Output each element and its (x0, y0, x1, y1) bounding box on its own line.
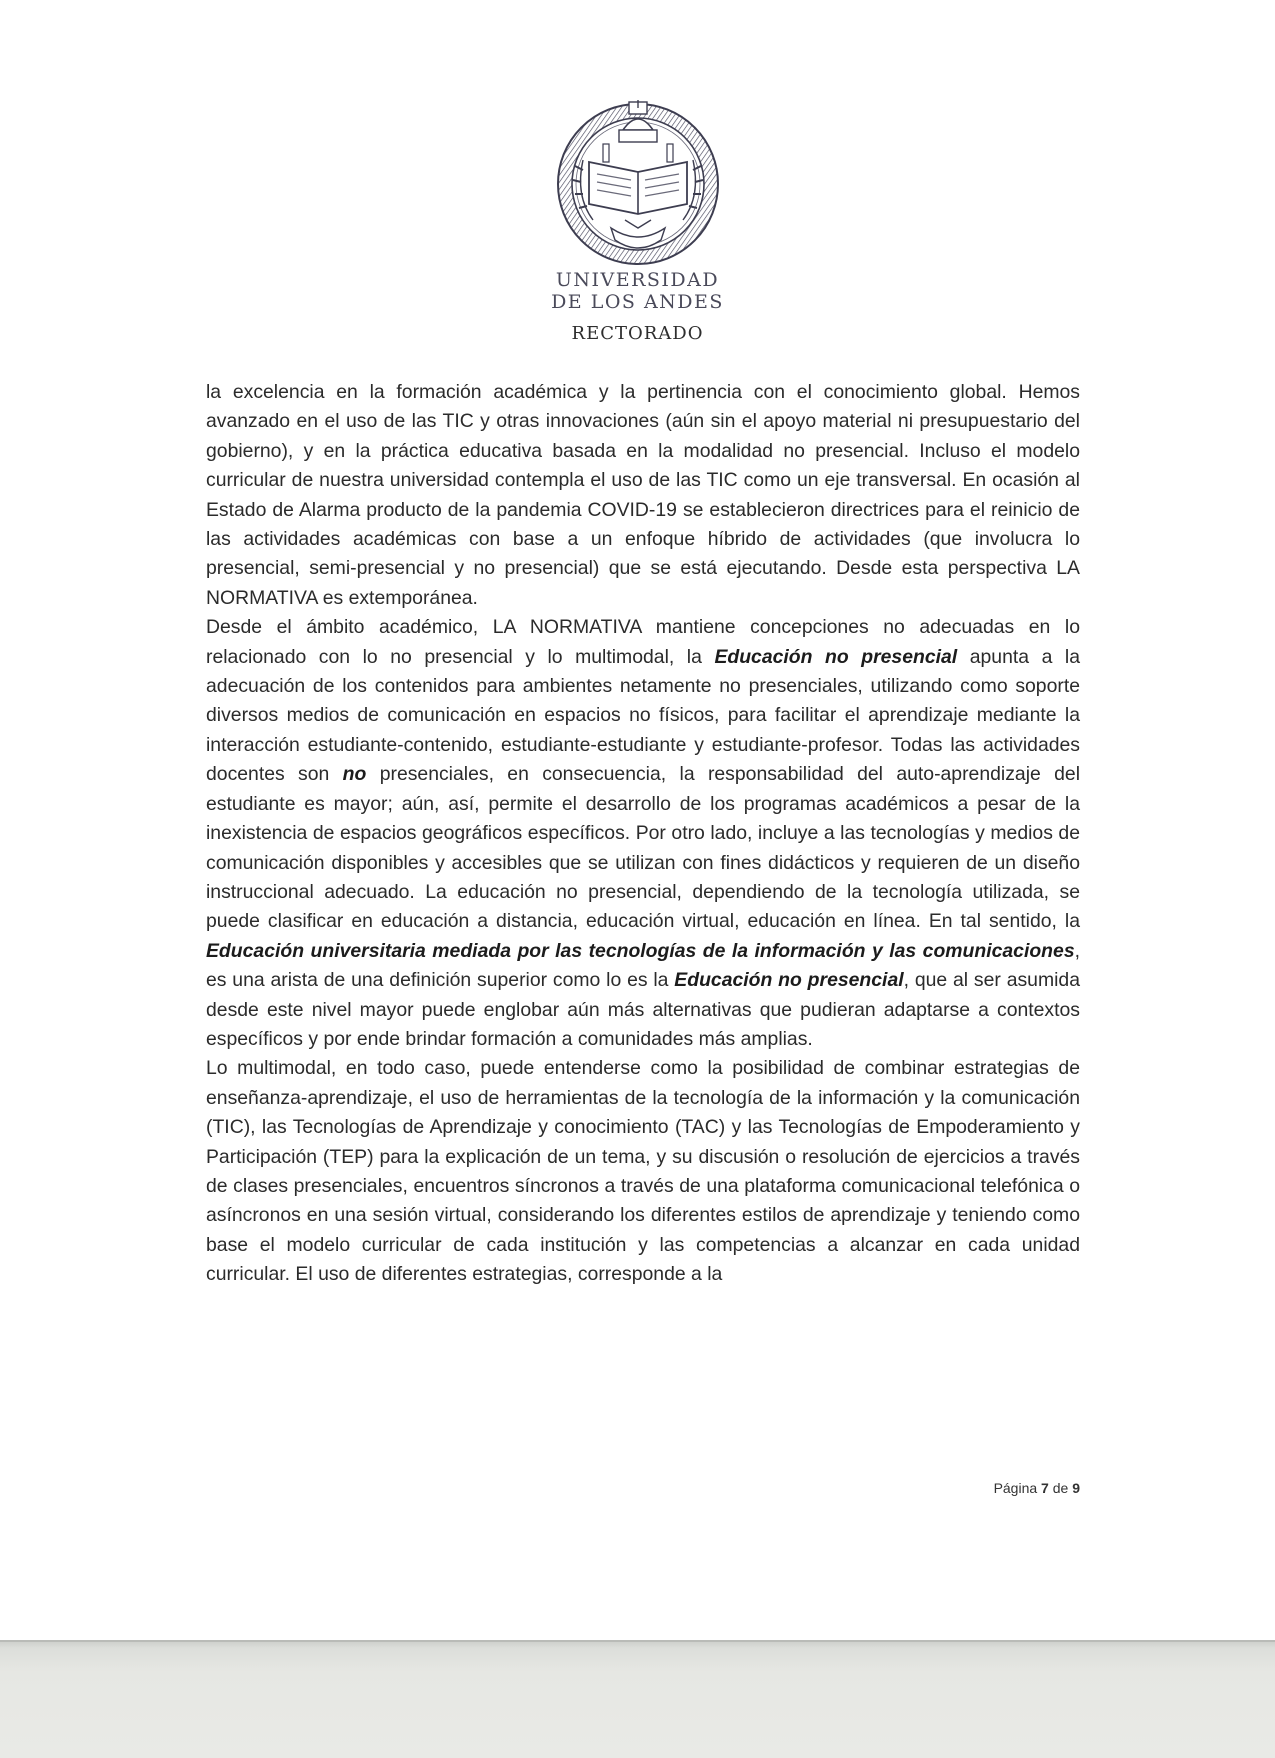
office-name: RECTORADO (571, 323, 704, 344)
emphasis-text: Educación universitaria mediada por las tecnologías de la información y las comunicaciones (206, 939, 1075, 962)
paragraph (206, 1054, 1080, 1289)
paragraph-text: apunta a la adecuación de los contenidos para ambientes netamente no presenciales, utilizando como soporte diversos medios de comunicación en espacios no físicos, para facilitar el aprendizaje mediante la interacción estudiante-contenido, estudiante-estudiante y estudiante-profesor. Todas las actividades docentes son (206, 645, 1080, 786)
paragraph-text: Lo multimodal, en todo caso, puede entenderse como la posibilidad de combinar estrategias de enseñanza-aprendizaje, el uso de herramientas de la tecnología de la información y la comunicación (TIC), las Tecnologías de Aprendizaje y conocimiento (TAC) y las Tecnologías de Empoderamiento y Participación (TEP) para la explicación de un tema, y su discusión o resolución de ejercicios a través de clases presenciales, encuentros síncronos a través de una plataforma comunicacional telefónica o asíncronos en una sesión virtual, considerando los diferentes estilos de aprendizaje y teniendo como base el modelo curricular de cada institución y las competencias a alcanzar en cada unidad curricular. El uso de diferentes estrategias, corresponde a la (206, 1057, 1080, 1286)
paragraph-text: , es una arista de una definición superior como lo es la (206, 939, 1080, 992)
paragraph (206, 613, 1080, 1054)
paragraph-text: , que al ser asumida desde este nivel mayor puede englobar aún más alternativas que pudieran adaptarse a contextos específicos y por ende brindar formación a comunidades más amplias. (206, 969, 1080, 1050)
emphasis-text: no (342, 763, 367, 786)
paragraph-text: Desde el ámbito académico, LA NORMATIVA mantiene concepciones no adecuadas en lo relacionado con lo no presencial y lo multimodal, la (206, 616, 1080, 668)
paragraph (206, 378, 1080, 613)
university-seal-icon (553, 100, 723, 268)
emphasis-text: Educación no presencial (714, 645, 958, 668)
body-text (206, 378, 1080, 1290)
paragraph-text: la excelencia en la formación académica y la pertinencia con el conocimiento global. Hemos avanzado en el uso de las TIC y otras innovaciones (aún sin el apoyo material ni presupuestario del gobierno), y en la práctica educativa basada en la modalidad no presencial. Incluso el modelo curricular de nuestra universidad contempla el uso de las TIC como un eje transversal. En ocasión al Estado de Alarma producto de la pandemia COVID-19 se establecieron directrices para el reinicio de las actividades académicas con base a un enfoque híbrido de actividades (que involucra lo presencial, semi-presencial y no presencial) que se está ejecutando. Desde esta perspectiva LA NORMATIVA es extemporánea. (206, 381, 1080, 609)
letterhead (0, 100, 1275, 344)
paragraph-text: presenciales, en consecuencia, la responsabilidad del auto-aprendizaje del estudiante es mayor; aún, así, permite el desarrollo de los programas académicos a pesar de la inexistencia de espacios geográficos específicos. Por otro lado, incluye a las tecnologías y medios de comunicación disponibles y accesibles que se utilizan con fines didácticos y requieren de un diseño instruccional adecuado. La educación no presencial, dependiendo de la tecnología utilizada, se puede clasificar en educación a distancia, educación virtual, educación en línea. En tal sentido, la (206, 763, 1080, 933)
page-number (900, 1480, 1080, 1496)
page-current: 7 (1041, 1480, 1049, 1496)
university-name-line2: DE LOS ANDES (551, 291, 724, 313)
scanner-background (0, 1640, 1275, 1758)
emphasis-text: Educación no presencial (674, 969, 904, 992)
page-prefix: Página (993, 1480, 1042, 1496)
page-separator: de (1048, 1480, 1073, 1496)
page-total: 9 (1072, 1480, 1080, 1496)
university-name-line1: UNIVERSIDAD (555, 269, 720, 291)
